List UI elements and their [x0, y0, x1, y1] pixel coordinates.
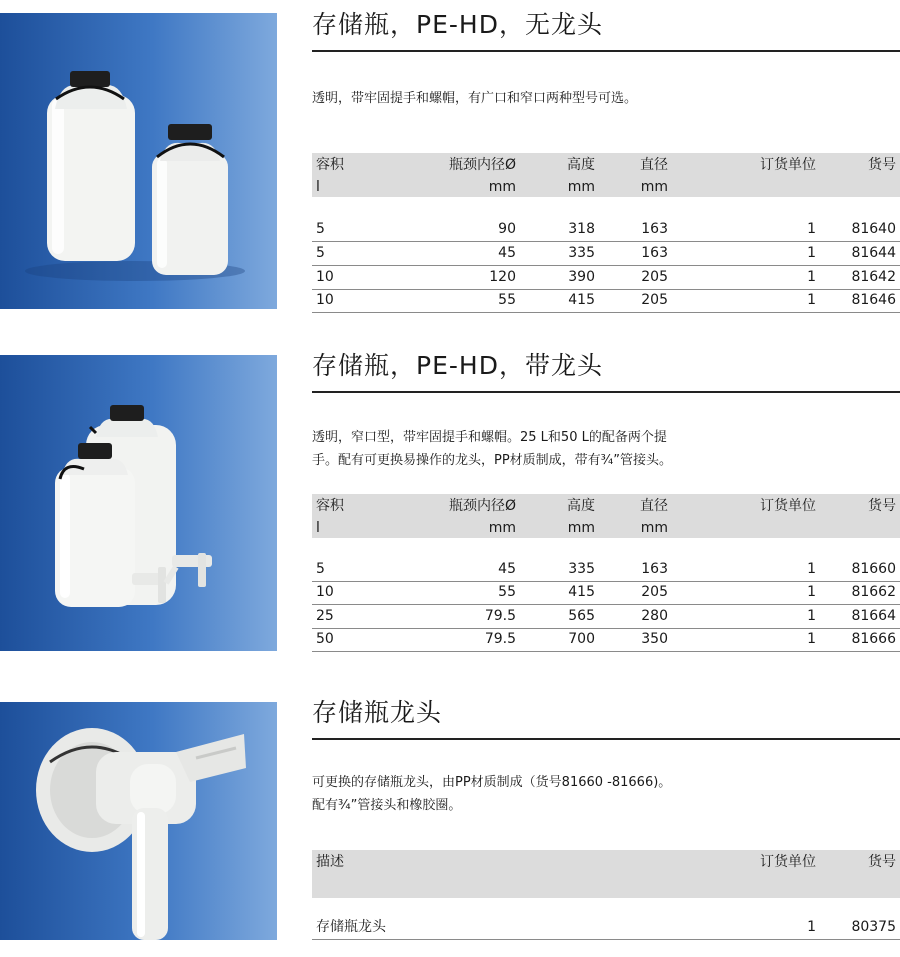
cell-order-unit: 1 [807, 631, 816, 647]
unit-height: mm [567, 520, 595, 536]
table-row [312, 581, 900, 605]
header-diameter: 直径 [640, 157, 668, 173]
cell-order-unit: 1 [807, 608, 816, 624]
header-cat-no: 货号 [868, 854, 896, 870]
section-title: 存储瓶，PE-HD，无龙头 [312, 10, 603, 39]
header-height: 高度 [567, 157, 595, 173]
table-row [312, 558, 900, 582]
cell-order-unit: 1 [807, 245, 816, 261]
table-row [312, 916, 900, 940]
cell-height: 390 [568, 269, 595, 285]
cell-order-unit: 1 [807, 269, 816, 285]
cell-order-unit: 1 [807, 584, 816, 600]
cell-volume: 5 [316, 221, 325, 237]
cell-height: 335 [568, 245, 595, 261]
cell-neck: 120 [489, 269, 516, 285]
section-description: 透明，带牢固提手和螺帽，有广口和窄口两种型号可选。 [312, 91, 638, 106]
cell-height: 565 [568, 608, 595, 624]
header-height: 高度 [567, 498, 595, 514]
table-row [312, 628, 900, 652]
cell-cat-no: 81642 [851, 269, 896, 285]
section-bottles-no-tap [312, 10, 900, 310]
unit-neck: mm [488, 179, 516, 195]
table-row [312, 218, 900, 242]
cell-description: 存储瓶龙头 [316, 919, 386, 935]
header-order-unit: 订货单位 [760, 854, 816, 870]
table-row [312, 289, 900, 313]
unit-neck: mm [488, 520, 516, 536]
section-description [312, 426, 672, 472]
cell-height: 700 [568, 631, 595, 647]
description-line: 配有¾”管接头和橡胶圈。 [312, 798, 462, 813]
product-photo-bottles-with-tap [0, 355, 277, 651]
cell-neck: 79.5 [484, 631, 516, 647]
cell-diameter: 205 [641, 269, 668, 285]
cell-volume: 10 [316, 292, 334, 308]
cell-neck: 79.5 [484, 608, 516, 624]
cell-cat-no: 81640 [851, 221, 896, 237]
cell-cat-no: 81646 [851, 292, 896, 308]
cell-volume: 5 [316, 561, 325, 577]
description-line: 透明，窄口型，带牢固提手和螺帽。25 L和50 L的配备两个提 [312, 430, 667, 445]
unit-diameter: mm [640, 520, 668, 536]
header-neck-diameter: 瓶颈内径Ø [448, 498, 516, 514]
cell-neck: 55 [498, 292, 516, 308]
section-tap [312, 698, 900, 943]
title-rule [312, 50, 900, 52]
cell-cat-no: 81644 [851, 245, 896, 261]
cell-volume: 10 [316, 269, 334, 285]
header-neck-diameter: 瓶颈内径Ø [448, 157, 516, 173]
cell-height: 335 [568, 561, 595, 577]
cell-height: 318 [568, 221, 595, 237]
section-title: 存储瓶龙头 [312, 698, 443, 727]
description-line: 手。配有可更换易操作的龙头，PP材质制成，带有¾”管接头。 [312, 453, 673, 468]
header-diameter: 直径 [640, 498, 668, 514]
table-header [312, 494, 900, 538]
header-cat-no: 货号 [868, 498, 896, 514]
cell-diameter: 205 [641, 584, 668, 600]
section-description [312, 771, 671, 817]
cell-diameter: 163 [641, 245, 668, 261]
header-volume: 容积 [316, 498, 344, 514]
cell-volume: 10 [316, 584, 334, 600]
table-header [312, 153, 900, 197]
table-row [312, 266, 900, 290]
cell-order-unit: 1 [807, 561, 816, 577]
cell-neck: 45 [498, 561, 516, 577]
cell-diameter: 205 [641, 292, 668, 308]
header-volume: 容积 [316, 157, 344, 173]
cell-neck: 45 [498, 245, 516, 261]
cell-volume: 50 [316, 631, 334, 647]
cell-height: 415 [568, 292, 595, 308]
header-order-unit: 订货单位 [760, 498, 816, 514]
title-rule [312, 738, 900, 740]
cell-volume: 25 [316, 608, 334, 624]
cell-order-unit: 1 [807, 292, 816, 308]
description-line: 可更换的存储瓶龙头，由PP材质制成（货号81660 -81666)。 [312, 775, 672, 790]
cell-diameter: 163 [641, 561, 668, 577]
unit-volume: l [316, 179, 320, 195]
unit-volume: l [316, 520, 320, 536]
cell-order-unit: 1 [807, 919, 816, 935]
product-photo-tap [0, 702, 277, 940]
title-rule [312, 391, 900, 393]
header-order-unit: 订货单位 [760, 157, 816, 173]
header-description: 描述 [316, 854, 344, 870]
cell-cat-no: 81666 [851, 631, 896, 647]
cell-cat-no: 81660 [851, 561, 896, 577]
header-cat-no: 货号 [868, 157, 896, 173]
cell-diameter: 163 [641, 221, 668, 237]
cell-diameter: 350 [641, 631, 668, 647]
table-row [312, 242, 900, 266]
cell-cat-no: 81662 [851, 584, 896, 600]
table-row [312, 605, 900, 629]
unit-height: mm [567, 179, 595, 195]
cell-diameter: 280 [641, 608, 668, 624]
section-title: 存储瓶，PE-HD，带龙头 [312, 351, 603, 380]
cell-volume: 5 [316, 245, 325, 261]
section-bottles-with-tap [312, 351, 900, 653]
table-header [312, 850, 900, 898]
unit-diameter: mm [640, 179, 668, 195]
cell-cat-no: 80375 [851, 919, 896, 935]
cell-height: 415 [568, 584, 595, 600]
cell-neck: 55 [498, 584, 516, 600]
cell-order-unit: 1 [807, 221, 816, 237]
cell-neck: 90 [498, 221, 516, 237]
product-photo-bottles-no-tap [0, 13, 277, 309]
cell-cat-no: 81664 [851, 608, 896, 624]
